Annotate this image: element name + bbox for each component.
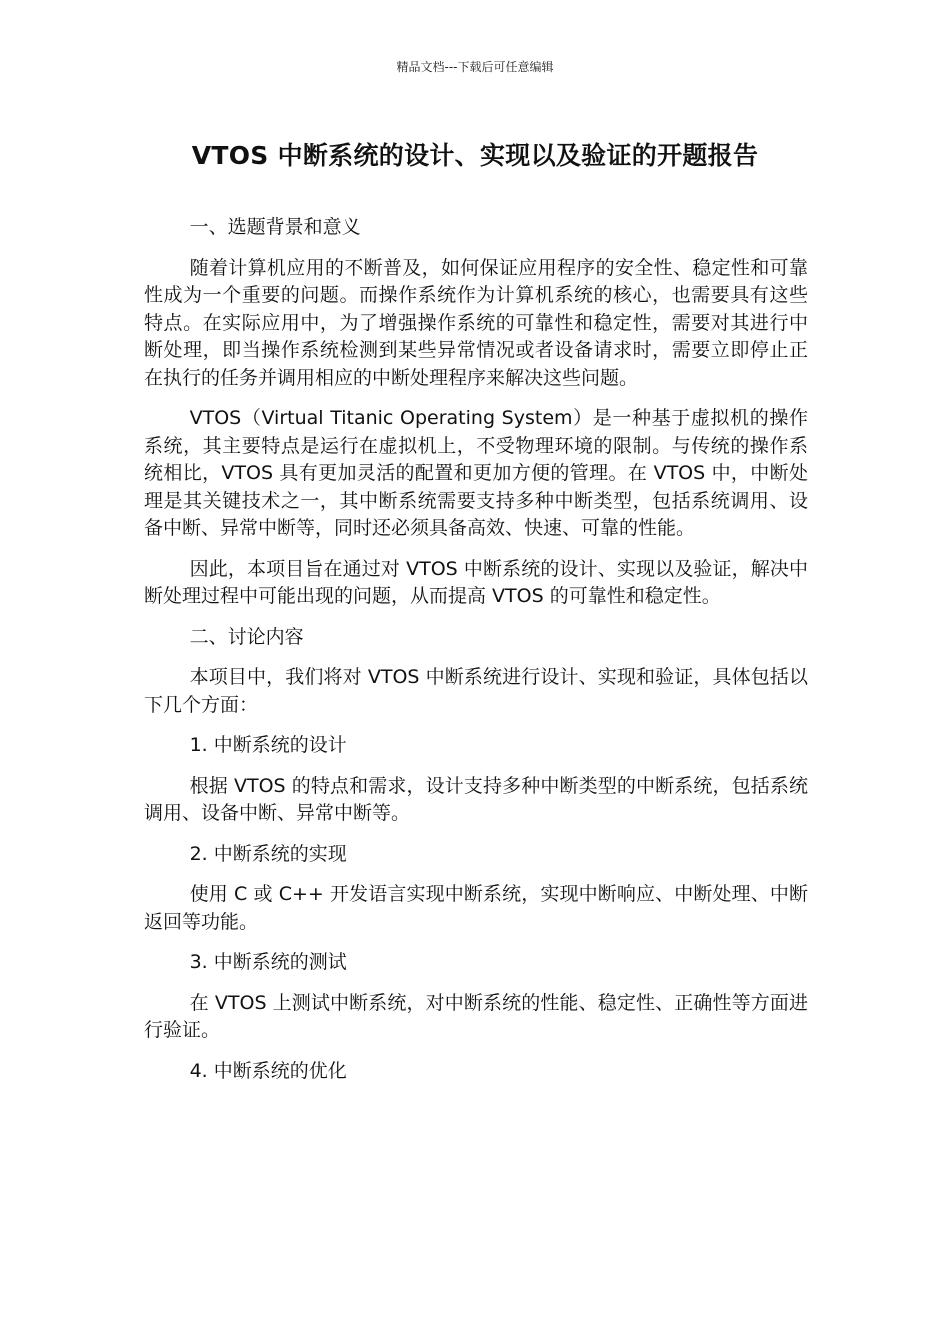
subheading-implementation: 2. 中断系统的实现 (189, 842, 347, 865)
subheading-design: 1. 中断系统的设计 (189, 734, 347, 756)
paragraph-background-3: 因此，本项目旨在通过对 VTOS 中断系统的设计、实现以及验证，解决中断处理过程中可能出现的问题，从而提高 VTOS 的可靠性和稳定性。 (144, 557, 808, 607)
section-heading-background: 一、选题背景和意义 (189, 216, 361, 238)
document-body (144, 214, 808, 1098)
paragraph-content-intro: 本项目中，我们将对 VTOS 中断系统进行设计、实现和验证，具体包括以下几个方面： (144, 666, 808, 716)
paragraph-background-1: 随着计算机应用的不断普及，如何保证应用程序的安全性、稳定性和可靠性成为一个重要的问题。而操作系统作为计算机系统的核心，也需要具有这些特点。在实际应用中，为了增强操作系统的可靠性和稳定性，需要对其进行中断处理，即当操作系统检测到某些异常情况或者设备请求时，需要立即停止正在执行的任务并调用相应的中断处理程序来解决这些问题。 (144, 256, 808, 389)
paragraph-implementation: 使用 C 或 C++ 开发语言实现中断系统，实现中断响应、中断处理、中断返回等功能。 (144, 883, 808, 933)
section-heading-content: 二、讨论内容 (189, 625, 304, 648)
subheading-optimization: 4. 中断系统的优化 (189, 1059, 347, 1082)
paragraph-background-2: VTOS（Virtual Titanic Operating System）是一种基于虚拟机的操作系统，其主要特点是运行在虚拟机上，不受物理环境的限制。与传统的操作系统相比，VTOS 具有更加灵活的配置和更加方便的管理。在 VTOS 中，中断处理是其关键技术之一，其中断系统需要支持多种中断类型，包括系统调用、设备中断、异常中断等，同时还必须具备高效、快速、可靠的性能。 (144, 407, 808, 539)
paragraph-design: 根据 VTOS 的特点和需求，设计支持多种中断类型的中断系统，包括系统调用、设备中断、异常中断等。 (144, 774, 808, 824)
page-header-note: 精品文档---下载后可任意编辑 (396, 60, 554, 74)
subheading-testing: 3. 中断系统的测试 (189, 951, 347, 973)
paragraph-testing: 在 VTOS 上测试中断系统，对中断系统的性能、稳定性、正确性等方面进行验证。 (144, 991, 808, 1041)
document-title: VTOS 中断系统的设计、实现以及验证的开题报告 (191, 141, 759, 170)
